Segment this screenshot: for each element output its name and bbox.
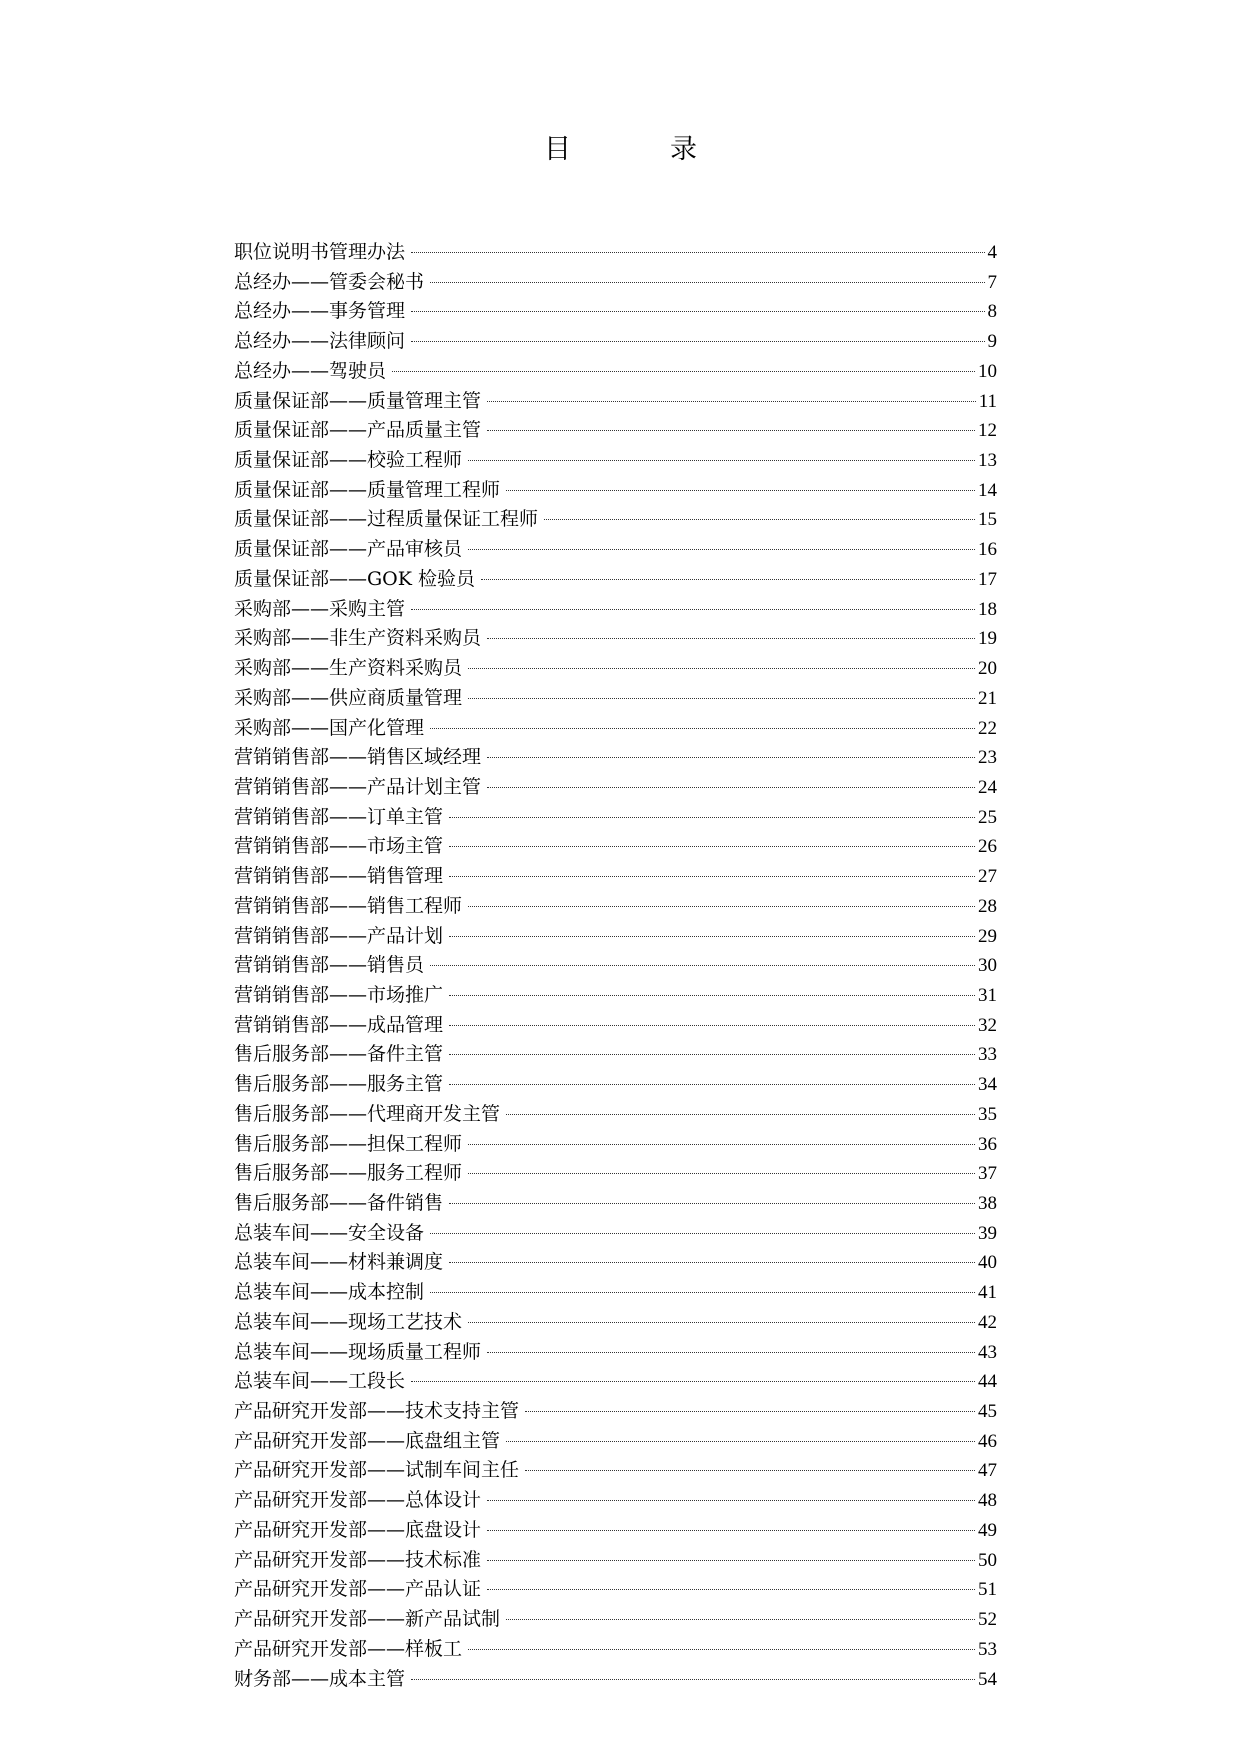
toc-entry-label: 采购部——生产资料采购员 [234,657,463,680]
toc-entry-page-number: 50 [978,1549,997,1571]
toc-entry[interactable] [234,714,997,744]
toc-dot-leader [449,1054,975,1055]
toc-dot-leader [449,1025,975,1026]
toc-dot-leader [468,460,975,461]
toc-dot-leader [449,1203,975,1204]
toc-entry-page-number: 45 [978,1401,997,1423]
toc-dot-leader [487,787,975,788]
toc-dot-leader [506,490,975,491]
toc-entry[interactable] [234,1189,997,1219]
toc-entry[interactable] [234,951,997,981]
toc-dot-leader [487,1589,975,1590]
toc-dot-leader [430,1233,975,1234]
toc-entry[interactable] [234,1367,997,1397]
toc-entry-page-number: 30 [978,955,997,977]
toc-entry[interactable] [234,595,997,625]
toc-dot-leader [411,1381,975,1382]
toc-dot-leader [487,1500,975,1501]
toc-entry-page-number: 16 [978,539,997,561]
toc-entry-label: 总装车间——安全设备 [234,1221,425,1244]
toc-entry[interactable] [234,1130,997,1160]
toc-entry-label: 营销销售部——成品管理 [234,1013,444,1036]
toc-entry-page-number: 48 [978,1490,997,1512]
toc-dot-leader [430,282,984,283]
toc-entry-page-number: 24 [978,776,997,798]
toc-entry[interactable] [234,1516,997,1546]
toc-entry-page-number: 7 [987,271,997,293]
toc-entry-page-number: 25 [978,806,997,828]
toc-dot-leader [392,371,975,372]
toc-entry-page-number: 33 [978,1044,997,1066]
toc-dot-leader [544,519,975,520]
toc-entry-page-number: 43 [978,1341,997,1363]
toc-dot-leader [487,757,975,758]
toc-entry[interactable] [234,832,997,862]
toc-entry-label: 质量保证部——质量管理主管 [234,389,482,412]
toc-dot-leader [430,1292,975,1293]
toc-entry-label: 质量保证部——GOK 检验员 [234,567,475,590]
toc-dot-leader [468,1649,975,1650]
toc-entry-label: 总经办——管委会秘书 [234,270,425,293]
toc-entry-page-number: 19 [978,628,997,650]
toc-entry[interactable] [234,1486,997,1516]
toc-entry-page-number: 36 [978,1133,997,1155]
toc-entry[interactable] [234,1397,997,1427]
toc-entry[interactable] [234,238,997,268]
toc-entry-label: 营销销售部——销售员 [234,954,425,977]
toc-entry-label: 总经办——事务管理 [234,300,406,323]
toc-dot-leader [449,1084,975,1085]
toc-entry-label: 质量保证部——校验工程师 [234,449,463,472]
toc-entry-page-number: 13 [978,450,997,472]
toc-entry-label: 总装车间——现场工艺技术 [234,1310,463,1333]
toc-dot-leader [525,1470,975,1471]
toc-entry-label: 产品研究开发部——技术标准 [234,1548,482,1571]
toc-entry[interactable] [234,1427,997,1457]
toc-entry-label: 总装车间——材料兼调度 [234,1251,444,1274]
toc-entry[interactable] [234,1011,997,1041]
toc-entry-page-number: 27 [978,866,997,888]
toc-entry-label: 营销销售部——产品计划 [234,924,444,947]
toc-dot-leader [430,965,975,966]
toc-entry[interactable] [234,297,997,327]
toc-entry[interactable] [234,1605,997,1635]
toc-entry-page-number: 44 [978,1371,997,1393]
toc-entry-page-number: 10 [978,360,997,382]
toc-entry[interactable] [234,1575,997,1605]
toc-entry-label: 总装车间——现场质量工程师 [234,1340,482,1363]
toc-entry-page-number: 31 [978,984,997,1006]
toc-dot-leader [468,906,975,907]
toc-entry-page-number: 39 [978,1222,997,1244]
toc-entry-page-number: 8 [987,301,997,323]
toc-entry[interactable] [234,565,997,595]
toc-entry[interactable] [234,743,997,773]
toc-entry-label: 营销销售部——订单主管 [234,805,444,828]
toc-entry-page-number: 4 [987,242,997,263]
toc-entry-label: 采购部——国产化管理 [234,716,425,739]
toc-dot-leader [487,1530,975,1531]
toc-entry-page-number: 32 [978,1014,997,1036]
toc-entry[interactable] [234,1278,997,1308]
toc-entry-label: 营销销售部——市场主管 [234,835,444,858]
toc-entry-label: 总经办——法律顾问 [234,330,406,353]
toc-entry-label: 质量保证部——质量管理工程师 [234,478,501,501]
toc-entry-page-number: 21 [978,687,997,709]
toc-entry[interactable] [234,268,997,298]
toc-entry[interactable] [234,1665,997,1695]
toc-entry-label: 营销销售部——产品计划主管 [234,775,482,798]
toc-entry-label: 采购部——非生产资料采购员 [234,627,482,650]
toc-entry-page-number: 35 [978,1103,997,1125]
toc-dot-leader [487,430,975,431]
toc-entry-label: 营销销售部——销售管理 [234,865,444,888]
toc-entry-page-number: 9 [987,331,997,353]
toc-entry[interactable] [234,981,997,1011]
toc-entry-label: 售后服务部——代理商开发主管 [234,1102,501,1125]
toc-entry[interactable] [234,1070,997,1100]
toc-entry-label: 职位说明书管理办法 [234,241,406,263]
toc-entry-label: 总装车间——工段长 [234,1370,406,1393]
toc-entry-page-number: 22 [978,717,997,739]
toc-entry[interactable] [234,1338,997,1368]
toc-entry[interactable] [234,357,997,387]
toc-dot-leader [487,638,975,639]
toc-entry-page-number: 15 [978,509,997,531]
toc-entry-label: 质量保证部——产品质量主管 [234,419,482,442]
toc-dot-leader [411,609,975,610]
toc-dot-leader [411,311,984,312]
toc-entry[interactable] [234,922,997,952]
toc-entry[interactable] [234,387,997,417]
toc-entry-page-number: 12 [978,420,997,442]
toc-dot-leader [449,936,975,937]
toc-dot-leader [449,876,975,877]
toc-entry-page-number: 51 [978,1579,997,1601]
toc-entry[interactable] [234,1546,997,1576]
toc-entry-page-number: 52 [978,1609,997,1631]
toc-dot-leader [449,995,975,996]
toc-entry-label: 营销销售部——销售工程师 [234,894,463,917]
toc-entry[interactable] [234,505,997,535]
toc-entry-page-number: 23 [978,747,997,769]
toc-entry[interactable] [234,1308,997,1338]
toc-entry-page-number: 41 [978,1282,997,1304]
toc-entry[interactable] [234,327,997,357]
toc-entry[interactable] [234,446,997,476]
toc-entry[interactable] [234,1040,997,1070]
toc-entry-page-number: 29 [978,925,997,947]
toc-dot-leader [506,1441,975,1442]
table-of-contents [234,238,997,1694]
toc-entry-label: 产品研究开发部——样板工 [234,1637,463,1660]
toc-entry[interactable] [234,416,997,446]
toc-entry-label: 营销销售部——市场推广 [234,983,444,1006]
toc-dot-leader [411,252,984,253]
toc-entry-label: 采购部——采购主管 [234,597,406,620]
toc-entry-label: 总经办——驾驶员 [234,359,387,382]
toc-entry-page-number: 38 [978,1193,997,1214]
toc-entry-page-number: 28 [978,895,997,917]
toc-entry-page-number: 20 [978,658,997,680]
toc-dot-leader [468,1173,975,1174]
toc-entry-label: 总装车间——成本控制 [234,1281,425,1304]
toc-entry[interactable] [234,862,997,892]
toc-entry-label: 售后服务部——备件主管 [234,1043,444,1066]
toc-entry[interactable] [234,476,997,506]
toc-entry-label: 产品研究开发部——底盘组主管 [234,1429,501,1452]
toc-entry[interactable] [234,773,997,803]
toc-entry-label: 产品研究开发部——底盘设计 [234,1518,482,1541]
toc-entry[interactable] [234,892,997,922]
toc-entry[interactable] [234,1248,997,1278]
toc-dot-leader [506,1114,975,1115]
toc-entry[interactable] [234,1456,997,1486]
toc-dot-leader [411,1679,975,1680]
toc-entry[interactable] [234,684,997,714]
toc-entry-page-number: 47 [978,1460,997,1482]
toc-dot-leader [468,1144,975,1145]
toc-entry-label: 产品研究开发部——总体设计 [234,1489,482,1512]
toc-entry-page-number: 14 [978,479,997,501]
toc-entry-label: 产品研究开发部——试制车间主任 [234,1459,520,1482]
toc-dot-leader [506,1619,975,1620]
toc-entry-page-number: 40 [978,1252,997,1274]
toc-dot-leader [468,668,975,669]
toc-entry-label: 售后服务部——备件销售 [234,1192,444,1214]
toc-entry-label: 财务部——成本主管 [234,1667,406,1690]
toc-dot-leader [487,1560,975,1561]
toc-entry-page-number: 46 [978,1430,997,1452]
toc-entry[interactable] [234,1635,997,1665]
toc-entry-page-number: 37 [978,1163,997,1185]
toc-dot-leader [449,846,975,847]
toc-dot-leader [487,401,976,402]
toc-dot-leader [449,1262,975,1263]
toc-entry-page-number: 26 [978,836,997,858]
toc-entry[interactable] [234,1159,997,1189]
toc-entry-page-number: 54 [978,1668,997,1690]
toc-entry[interactable] [234,654,997,684]
toc-entry[interactable] [234,803,997,833]
toc-entry[interactable] [234,1219,997,1249]
toc-entry-page-number: 49 [978,1519,997,1541]
toc-dot-leader [430,728,975,729]
toc-entry-label: 产品研究开发部——新产品试制 [234,1608,501,1631]
toc-entry-page-number: 17 [978,568,997,590]
toc-entry-label: 质量保证部——过程质量保证工程师 [234,508,539,531]
toc-entry-page-number: 18 [978,598,997,620]
toc-entry-label: 营销销售部——销售区域经理 [234,746,482,769]
toc-entry-label: 售后服务部——服务工程师 [234,1162,463,1185]
toc-entry-page-number: 34 [978,1074,997,1096]
toc-entry[interactable] [234,624,997,654]
toc-entry-page-number: 11 [978,390,997,412]
toc-dot-leader [487,1352,975,1353]
toc-entry-label: 质量保证部——产品审核员 [234,538,463,561]
toc-entry-page-number: 53 [978,1638,997,1660]
toc-dot-leader [411,341,984,342]
page-title: 目 录 [544,134,733,165]
toc-entry-label: 产品研究开发部——产品认证 [234,1578,482,1601]
toc-dot-leader [468,698,975,699]
toc-dot-leader [468,549,975,550]
toc-entry[interactable] [234,535,997,565]
toc-entry-label: 售后服务部——服务主管 [234,1073,444,1096]
toc-entry-page-number: 42 [978,1311,997,1333]
toc-entry-label: 售后服务部——担保工程师 [234,1132,463,1155]
toc-entry[interactable] [234,1100,997,1130]
toc-dot-leader [481,579,975,580]
toc-dot-leader [468,1322,975,1323]
toc-entry-label: 产品研究开发部——技术支持主管 [234,1400,520,1423]
toc-entry-label: 采购部——供应商质量管理 [234,686,463,709]
toc-dot-leader [525,1411,975,1412]
toc-dot-leader [449,817,975,818]
